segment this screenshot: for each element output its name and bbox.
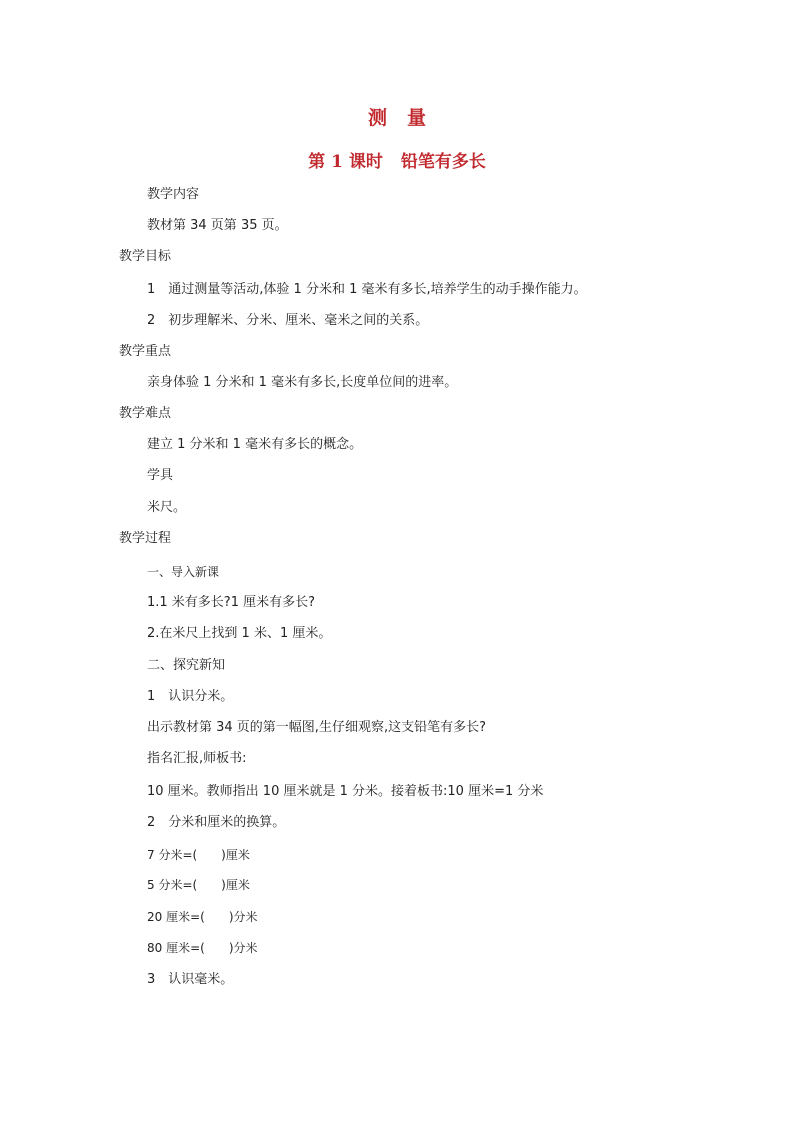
lesson-number: 第 1 课时 [308,152,383,172]
intro-item-2: 2.在米尺上找到 1 米、1 厘米。 [147,626,332,641]
explore-text-3: 10 厘米。教师指出 10 厘米就是 1 分米。接着板书:10 厘米=1 分米 [147,784,544,799]
explore-text-2: 指名汇报,师板书: [147,751,247,766]
explore-item-2: 2 分米和厘米的换算。 [147,815,286,830]
explore-item-1: 1 认识分米。 [147,689,234,704]
section-keypoints-heading: 教学重点 [119,344,172,359]
exercise-1: 7 分米=( )厘米 [147,848,250,862]
difficulty-text: 建立 1 分米和 1 毫米有多长的概念。 [147,437,363,452]
title-char-2: 量 [407,107,427,129]
exercise-3: 20 厘米=( )分米 [147,910,258,924]
section-tools-heading: 学具 [147,468,174,483]
section-content-heading: 教学内容 [147,187,200,202]
section-objectives-heading: 教学目标 [119,249,172,264]
content-text: 教材第 34 页第 35 页。 [147,218,288,233]
page-title [0,103,794,130]
tools-text: 米尺。 [147,500,187,515]
exercise-4: 80 厘米=( )分米 [147,941,258,955]
section-process-heading: 教学过程 [119,531,172,546]
title-char-1: 测 [367,107,387,129]
objective-1: 1 通过测量等活动,体验 1 分米和 1 毫米有多长,培养学生的动手操作能力。 [147,282,587,297]
step-explore-heading: 二、探究新知 [147,658,226,673]
lesson-title [0,147,794,172]
exercise-2: 5 分米=( )厘米 [147,878,250,892]
step-intro-heading: 一、导入新课 [147,565,220,579]
keypoint-text: 亲身体验 1 分米和 1 毫米有多长,长度单位间的进率。 [147,375,458,390]
lesson-name: 铅笔有多长 [400,152,486,172]
explore-item-3: 3 认识毫米。 [147,972,234,987]
intro-item-1: 1.1 米有多长?1 厘米有多长? [147,595,316,610]
explore-text-1: 出示教材第 34 页的第一幅图,生仔细观察,这支铅笔有多长? [147,720,486,735]
section-difficulty-heading: 教学难点 [119,406,172,421]
objective-2: 2 初步理解米、分米、厘米、毫米之间的关系。 [147,313,429,328]
